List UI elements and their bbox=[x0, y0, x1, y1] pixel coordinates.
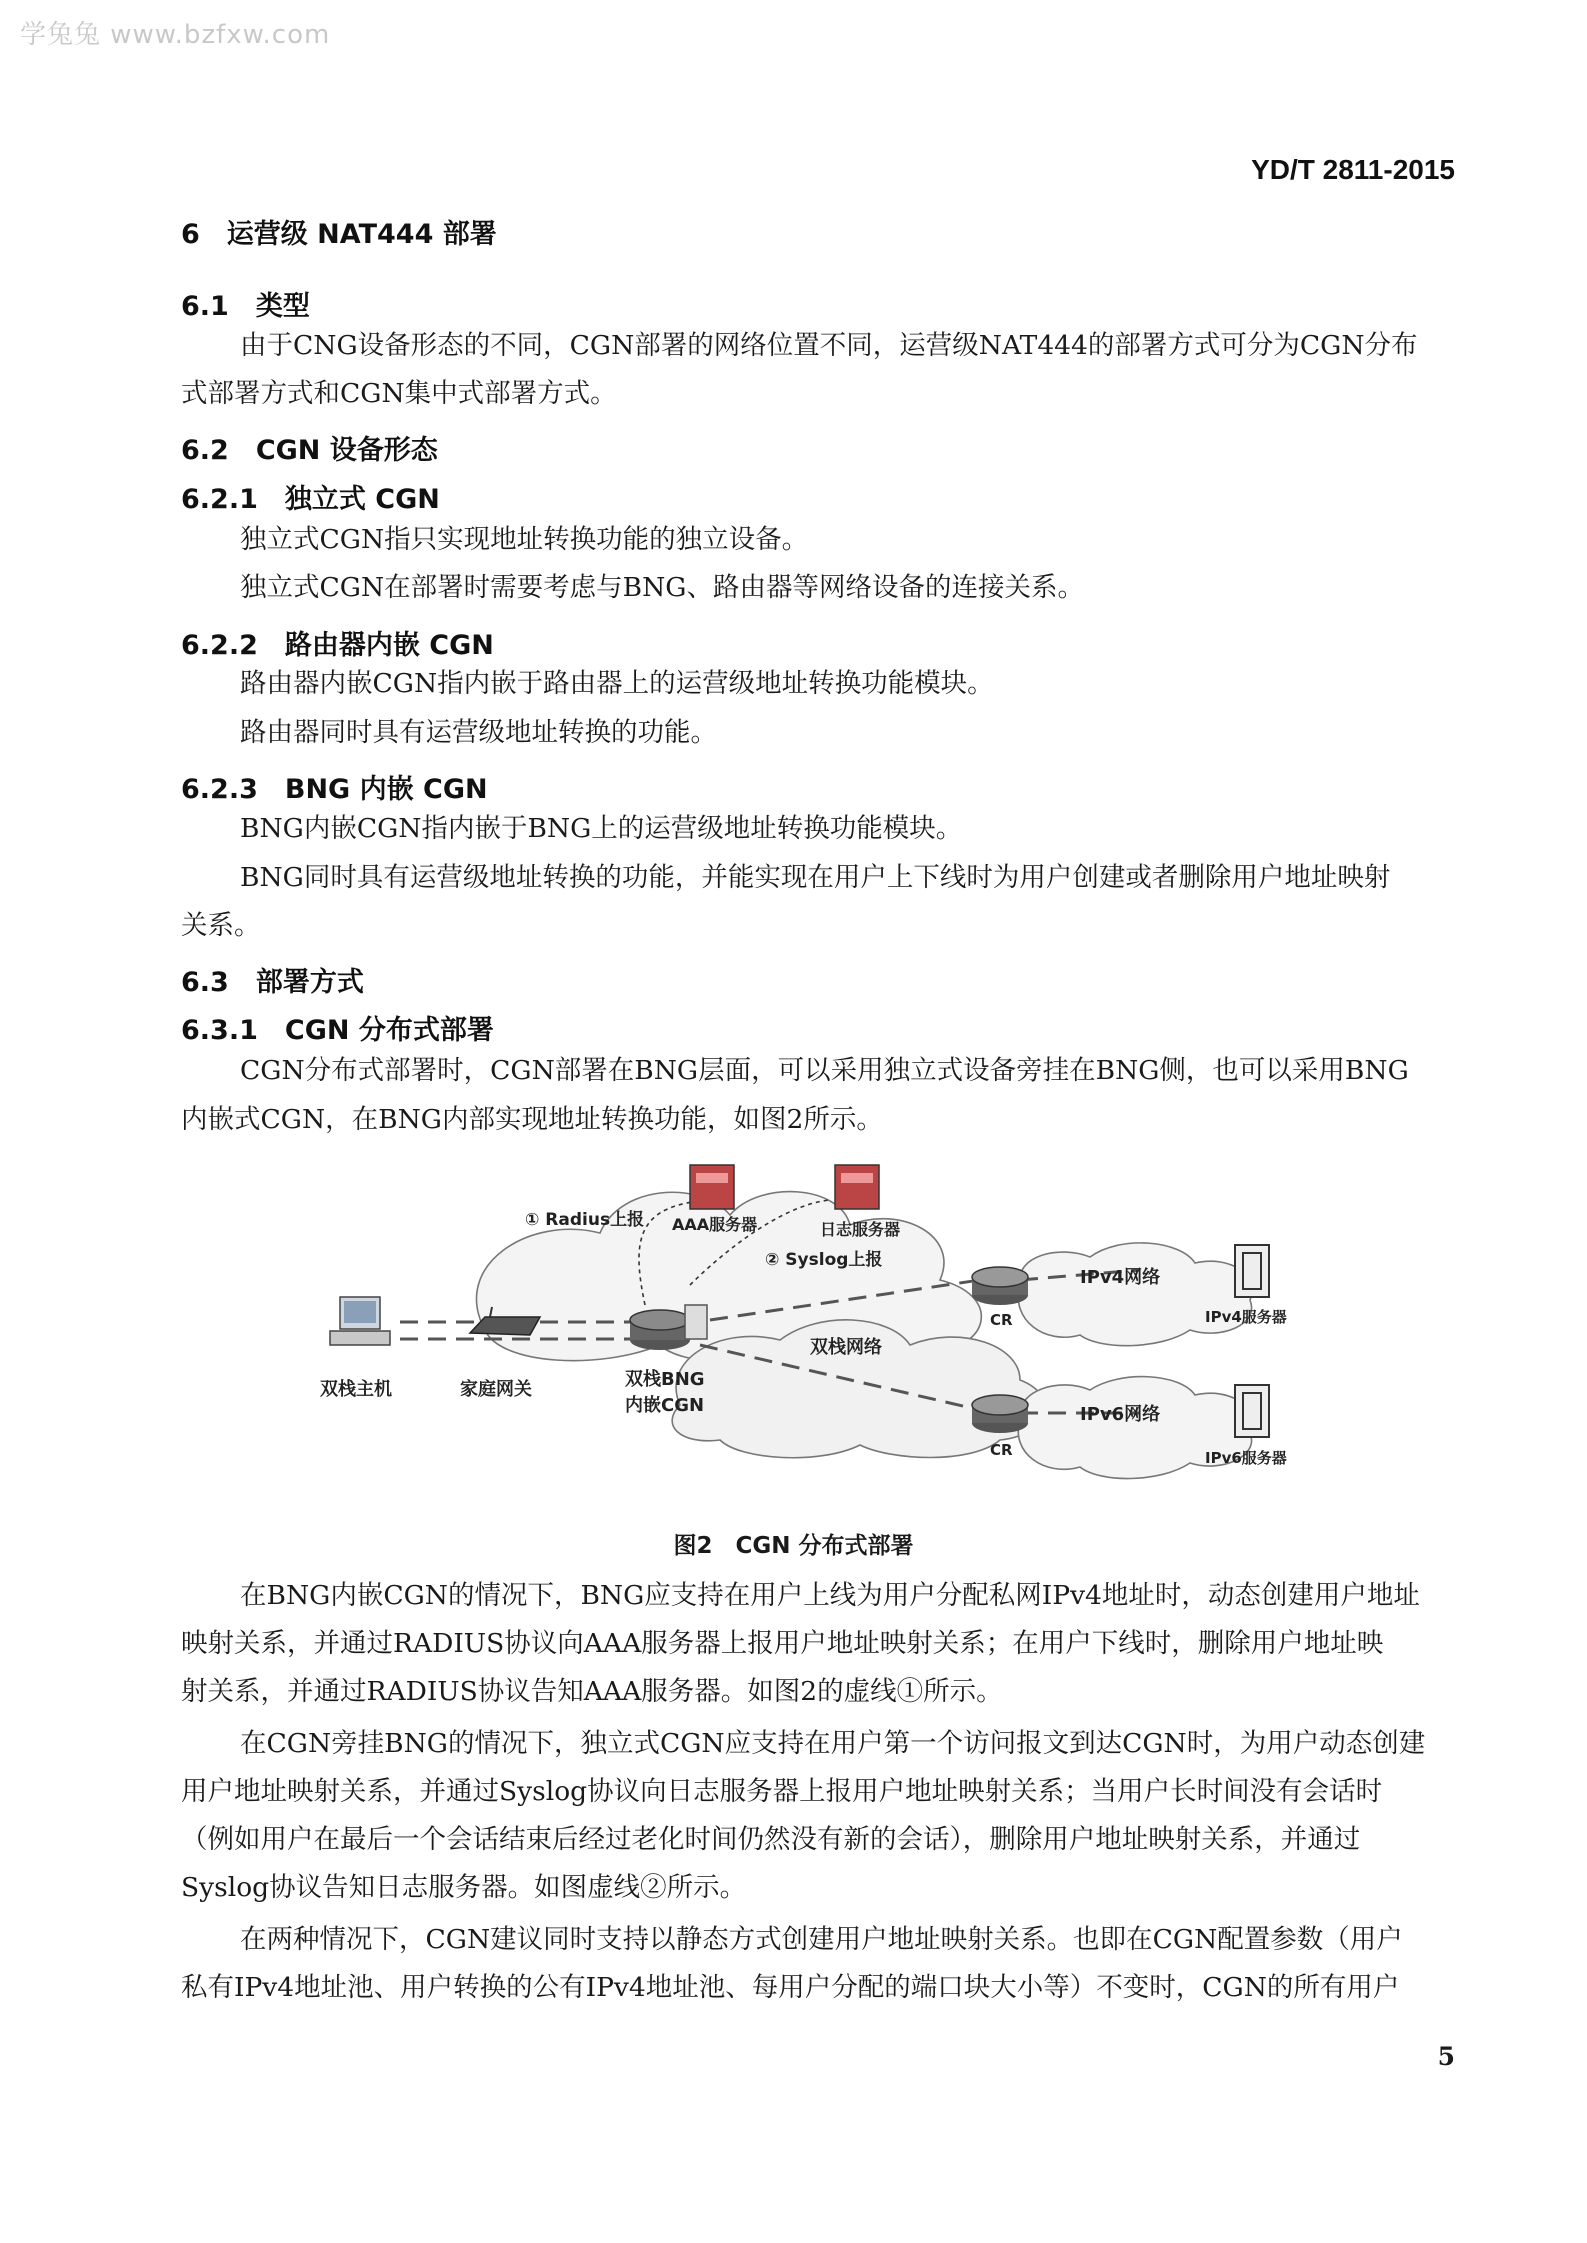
aaa-server-icon bbox=[690, 1165, 734, 1209]
radius-label: ① Radius上报 bbox=[525, 1210, 645, 1230]
dual-stack-network-label: 双栈网络 bbox=[810, 1337, 882, 1358]
paragraph-line: 式部署方式和CGN集中式部署方式。 bbox=[181, 378, 617, 409]
paragraph-line: BNG内嵌CGN指内嵌于BNG上的运营级地址转换功能模块。 bbox=[240, 813, 963, 844]
paragraph-line: Syslog协议告知日志服务器。如图虚线②所示。 bbox=[181, 1872, 747, 1903]
standard-id: YD/T 2811-2015 bbox=[1251, 154, 1455, 185]
cr-label-2: CR bbox=[990, 1441, 1013, 1459]
cr-router-icon-1 bbox=[972, 1267, 1028, 1305]
dual-stack-host-icon bbox=[330, 1297, 390, 1345]
ipv4-server-icon bbox=[1235, 1245, 1269, 1297]
section-6-2-heading: 6.2 CGN 设备形态 bbox=[181, 435, 438, 466]
cgn-distributed-deployment-diagram bbox=[300, 1145, 1360, 1500]
gateway-label: 家庭网关 bbox=[460, 1379, 532, 1400]
paragraph-line: 路由器内嵌CGN指内嵌于路由器上的运营级地址转换功能模块。 bbox=[240, 668, 994, 699]
section-6-2-3-heading: 6.2.3 BNG 内嵌 CGN bbox=[181, 774, 488, 805]
paragraph-line: 路由器同时具有运营级地址转换的功能。 bbox=[240, 717, 717, 748]
ipv4-server-label: IPv4服务器 bbox=[1205, 1308, 1287, 1326]
cr-label-1: CR bbox=[990, 1311, 1013, 1329]
section-6-3-heading: 6.3 部署方式 bbox=[181, 967, 364, 998]
cr-router-icon-2 bbox=[972, 1395, 1028, 1433]
bng-label-line2: 内嵌CGN bbox=[625, 1395, 705, 1416]
section-6-2-2-heading: 6.2.2 路由器内嵌 CGN bbox=[181, 630, 494, 661]
log-server-icon bbox=[835, 1165, 879, 1209]
paragraph-line: 在BNG内嵌CGN的情况下，BNG应支持在用户上线为用户分配私网IPv4地址时，动态创建用户地址 bbox=[240, 1580, 1420, 1611]
paragraph-line: 在CGN旁挂BNG的情况下，独立式CGN应支持在用户第一个访问报文到达CGN时，为用户动态创建 bbox=[240, 1728, 1426, 1759]
paragraph-line: 用户地址映射关系，并通过Syslog协议向日志服务器上报用户地址映射关系；当用户长时间没有会话时 bbox=[181, 1776, 1383, 1807]
ipv6-network-label: IPv6网络 bbox=[1080, 1404, 1161, 1425]
host-label: 双栈主机 bbox=[320, 1379, 392, 1400]
paragraph-line: BNG同时具有运营级地址转换的功能，并能实现在用户上下线时为用户创建或者删除用户地址映射 bbox=[240, 862, 1391, 893]
paragraph-line: （例如用户在最后一个会话结束后经过老化时间仍然没有新的会话），删除用户地址映射关系，并通过 bbox=[181, 1824, 1361, 1855]
paragraph-line: 独立式CGN在部署时需要考虑与BNG、路由器等网络设备的连接关系。 bbox=[240, 572, 1084, 603]
page-number: 5 bbox=[1437, 2042, 1455, 2071]
log-server-label: 日志服务器 bbox=[820, 1220, 901, 1239]
paragraph-line: 射关系，并通过RADIUS协议告知AAA服务器。如图2的虚线①所示。 bbox=[181, 1676, 1003, 1707]
paragraph-line: 内嵌式CGN，在BNG内部实现地址转换功能，如图2所示。 bbox=[181, 1104, 883, 1135]
figure-caption: 图2 CGN 分布式部署 bbox=[673, 1533, 914, 1559]
watermark: 学兔兔 www.bzfxw.com bbox=[20, 20, 331, 50]
section-6-2-1-heading: 6.2.1 独立式 CGN bbox=[181, 484, 440, 515]
ipv6-server-label: IPv6服务器 bbox=[1205, 1449, 1287, 1467]
paragraph-line: 独立式CGN指只实现地址转换功能的独立设备。 bbox=[240, 524, 809, 555]
ipv4-network-label: IPv4网络 bbox=[1080, 1267, 1161, 1288]
section-6-heading: 6 运营级 NAT444 部署 bbox=[181, 219, 497, 250]
paragraph-line: 私有IPv4地址池、用户转换的公有IPv4地址池、每用户分配的端口块大小等）不变时，CGN的所有用户 bbox=[181, 1972, 1400, 2003]
ipv4-cloud bbox=[1018, 1243, 1252, 1346]
paragraph-line: CGN分布式部署时，CGN部署在BNG层面，可以采用独立式设备旁挂在BNG侧，也可以采用BNG bbox=[240, 1055, 1409, 1086]
paragraph-line: 由于CNG设备形态的不同，CGN部署的网络位置不同，运营级NAT444的部署方式可分为CGN分布 bbox=[240, 330, 1418, 361]
syslog-label: ② Syslog上报 bbox=[765, 1250, 883, 1270]
paragraph-line: 关系。 bbox=[181, 910, 261, 941]
section-6-3-1-heading: 6.3.1 CGN 分布式部署 bbox=[181, 1015, 494, 1046]
bng-label-line1: 双栈BNG bbox=[625, 1369, 705, 1390]
ipv6-server-icon bbox=[1235, 1385, 1269, 1437]
paragraph-line: 在两种情况下，CGN建议同时支持以静态方式创建用户地址映射关系。也即在CGN配置参数（用户 bbox=[240, 1924, 1403, 1955]
section-6-1-heading: 6.1 类型 bbox=[181, 291, 310, 322]
paragraph-line: 映射关系，并通过RADIUS协议向AAA服务器上报用户地址映射关系；在用户下线时，删除用户地址映 bbox=[181, 1628, 1384, 1659]
aaa-server-label: AAA服务器 bbox=[672, 1215, 758, 1234]
